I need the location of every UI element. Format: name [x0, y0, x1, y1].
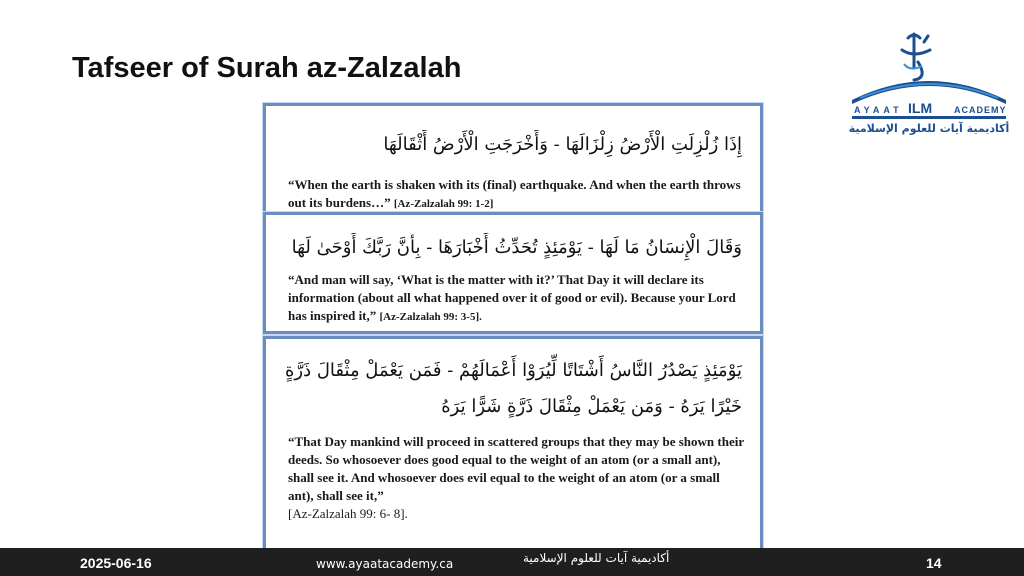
arabic-verse-line-1: يَوْمَئِذٍ يَصْدُرُ النَّاسُ أَشْتَاتًا لِّيُرَوْا أَعْمَالَهُمْ - فَمَن يَعْمَلْ مِثْقَالَ ذَرَّةٍ [284, 360, 742, 381]
english-translation [266, 433, 760, 523]
footer-date: 2025-06-16 [80, 555, 152, 571]
arabic-verse: إِذَا زُلْزِلَتِ الْأَرْضُ زِلْزَالَهَا - وَأَخْرَجَتِ الْأَرْضُ أَثْقَالَهَا [383, 134, 742, 155]
footer-website-link[interactable]: www.ayaatacademy.ca [316, 557, 454, 571]
verse-reference: [Az-Zalzalah 99: 3-5]. [379, 311, 482, 323]
logo-word-academy: ACADEMY [954, 105, 1007, 115]
arabic-verse: وَقَالَ الْإِنسَانُ مَا لَهَا - يَوْمَئِذٍ تُحَدِّثُ أَخْبَارَهَا - بِأَنَّ رَبَّكَ أَوْحَىٰ لَهَا [291, 237, 742, 258]
verse-panel-2 [263, 212, 763, 334]
footer-bar [0, 548, 1024, 576]
english-translation [266, 271, 760, 326]
logo-arabic-name: أكاديمية آيات للعلوم الإسلامية [848, 122, 1010, 135]
english-translation [266, 176, 760, 213]
arabic-verse-line-2: خَيْرًا يَرَهُ - وَمَن يَعْمَلْ مِثْقَالَ ذَرَّةٍ شَرًّا يَرَهُ [441, 396, 742, 417]
slide-title: Tafseer of Surah az-Zalzalah [72, 52, 462, 84]
translation-text: “When the earth is shaken with its (final) earthquake. And when the earth throws out its burdens…” [288, 177, 741, 210]
verse-reference: [Az-Zalzalah 99: 1-2] [393, 198, 494, 210]
academy-logo [844, 28, 1014, 140]
verse-panel-1 [263, 103, 763, 214]
translation-text: “That Day mankind will proceed in scattered groups that they may be shown their deeds. So whosoever does good equal to the weight of an atom (or a small ant), shall see it. And whosoever does evil equal to the weight of an atom (or a small ant), shall see it,” [288, 434, 744, 503]
logo-word-ayaat: AYAAT [854, 105, 903, 115]
verse-panel-3 [263, 336, 763, 552]
page-number: 14 [926, 555, 942, 571]
translation-text: “And man will say, ‘What is the matter with it?’ That Day it will declare its information (about all what happened over it of good or evil). Because your Lord has inspired it,” [288, 272, 736, 323]
verse-reference: [Az-Zalzalah 99: 6- 8]. [288, 506, 408, 521]
footer-academy-name: أكاديمية آيات للعلوم الإسلامية [523, 551, 670, 565]
logo-word-ilm: ILM [908, 100, 933, 116]
